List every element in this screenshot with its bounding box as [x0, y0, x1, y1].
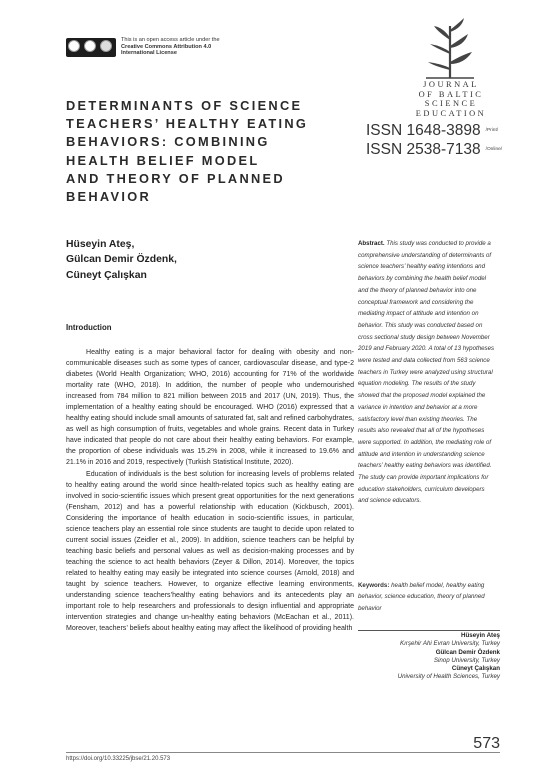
paper-title: DETERMINANTS OF SCIENCE TEACHERS’ HEALTHY EATING BEHAVIORS: COMBINING HEALTH BELIEF MODEL AND THEORY OF PLANNED BEHAVIOR [66, 98, 309, 205]
body-text [66, 347, 354, 634]
cc-icon [68, 40, 80, 52]
issn-print: ISSN 1648-3898 /Print/ [366, 122, 499, 139]
body-paragraph: Education of individuals is the best solution for increasing levels of problems related to healthy eating around the world since health-related topics such as healthy eating are involved in socio-scientific issues which present great opportunities for the next generations (Fensham, 2012) and has a powerful relationship with education (Kickbusch, 2001). Considering the importance of health education in socio-scientific issues, in particular, science teachers play an essential role since students are taught to decide upon related to current social issues (Zeidler et al., 2009). In addition, science teachers can be helpful by teaching basic beliefs and personal values as well as decision-making processes and by teaching the science to act health behaviors (Zeyer & Dillon, 2014). Moreover, the topics related to healthy eating may easily be integrated into science courses (Arnold, 2018) and taught by science teachers. However, to organize effective learning environments, understanding science teachers’healthy eating behaviors and its antecedents play an important role to help researchers and professionals to design influential and appropriate intervention strategies and change un-healthy eating behaviors (McEachan et al., 2011). Moreover, teachers’ beliefs about healthy eating may affect the likelihood of providing health [66, 470, 354, 633]
journal-name: JOURNAL OF BALTIC SCIENCE EDUCATION [415, 80, 487, 118]
issn-online: ISSN 2538-7138 /Online/ [366, 141, 503, 158]
section-heading: Introduction [66, 323, 112, 332]
author-list: Hüseyin Ateş, Gülcan Demir Özdenk, Cüneyt Çalışkan [66, 239, 177, 281]
abstract [358, 238, 496, 507]
affiliations: Hüseyin Ateş Kırşehir Ahi Evran University, Turkey Gülcan Demir Özdenk Sinop University, Turkey Cüneyt Çalışkan University of Health Sciences, Turkey [397, 632, 500, 681]
body-paragraph: Healthy eating is a major behavioral factor for dealing with obesity and non-communicable diseases such as some types of cancer, cardiovascular disease, and type-2 diabetes (World Health Organization; WHO, 2016) accounting for 71% of the worldwide mortality rate (WHO, 2018). In addition, the number of people who undernourished increased from 784 million to 821 million between 2015 and 2017 (UN, 2019). Thus, the implementation of a healthy eating should be encouraged. WHO (2016) expressed that a healthy eating should include small amounts of saturated fat, salt and refined carbohydrates, as well as high consumption of fruits, vegetables and whole grains. Recent data in Turkey have indicated that people do not care about their healthy eating behaviors. For example, the proportion of obese individuals was 15.2% in 2008, while it increased to 19.6% and 21.1% in 2016 and 2019, respectively (Turkish Statistical Institute, 2020). [66, 349, 354, 467]
journal-logo-icon [420, 18, 480, 80]
divider [358, 630, 500, 631]
abstract-text: This study was conducted to provide a comprehensive understanding of determinants of science teachers’ healthy eating intentions and behaviors by combining the health belief model and the theory of planned behavior into one conceptual framework and considering the mediating impact of attitude and intention on behavior. This study was conducted based on cross sectional study design between November 2019 and February 2020. A total of 13 hypotheses were tested and data collected from 563 science teachers in Turkey were analyzed using structural equation modeling. The results of the study showed that the proposed model explained the variance in intention and behavior at a more satisfactory level than existing theories. The results also revealed that all of the hypotheses were supported. In addition, the mediating role of attitude and intention in understanding science teachers’ healthy eating behaviors was identified. The study can provide important implications for education stakeholders, curriculum developers and science educators. [358, 240, 495, 505]
cc-license-badge [66, 38, 116, 57]
divider [66, 752, 500, 753]
keywords-text: health belief model, healthy eating behavior, science education, theory of planned behavior [358, 582, 485, 612]
page-number: 573 [473, 735, 500, 752]
attribution-icon [100, 40, 112, 52]
license-text: This is an open access article under the Creative Commons Attribution 4.0 International License [121, 37, 220, 57]
abstract-label: Abstract. [358, 240, 385, 247]
doi-link[interactable]: https://doi.org/10.33225/jbse/21.20.573 [66, 756, 171, 762]
keywords-label: Keywords: [358, 582, 390, 589]
keywords [358, 580, 496, 614]
by-icon [84, 40, 96, 52]
